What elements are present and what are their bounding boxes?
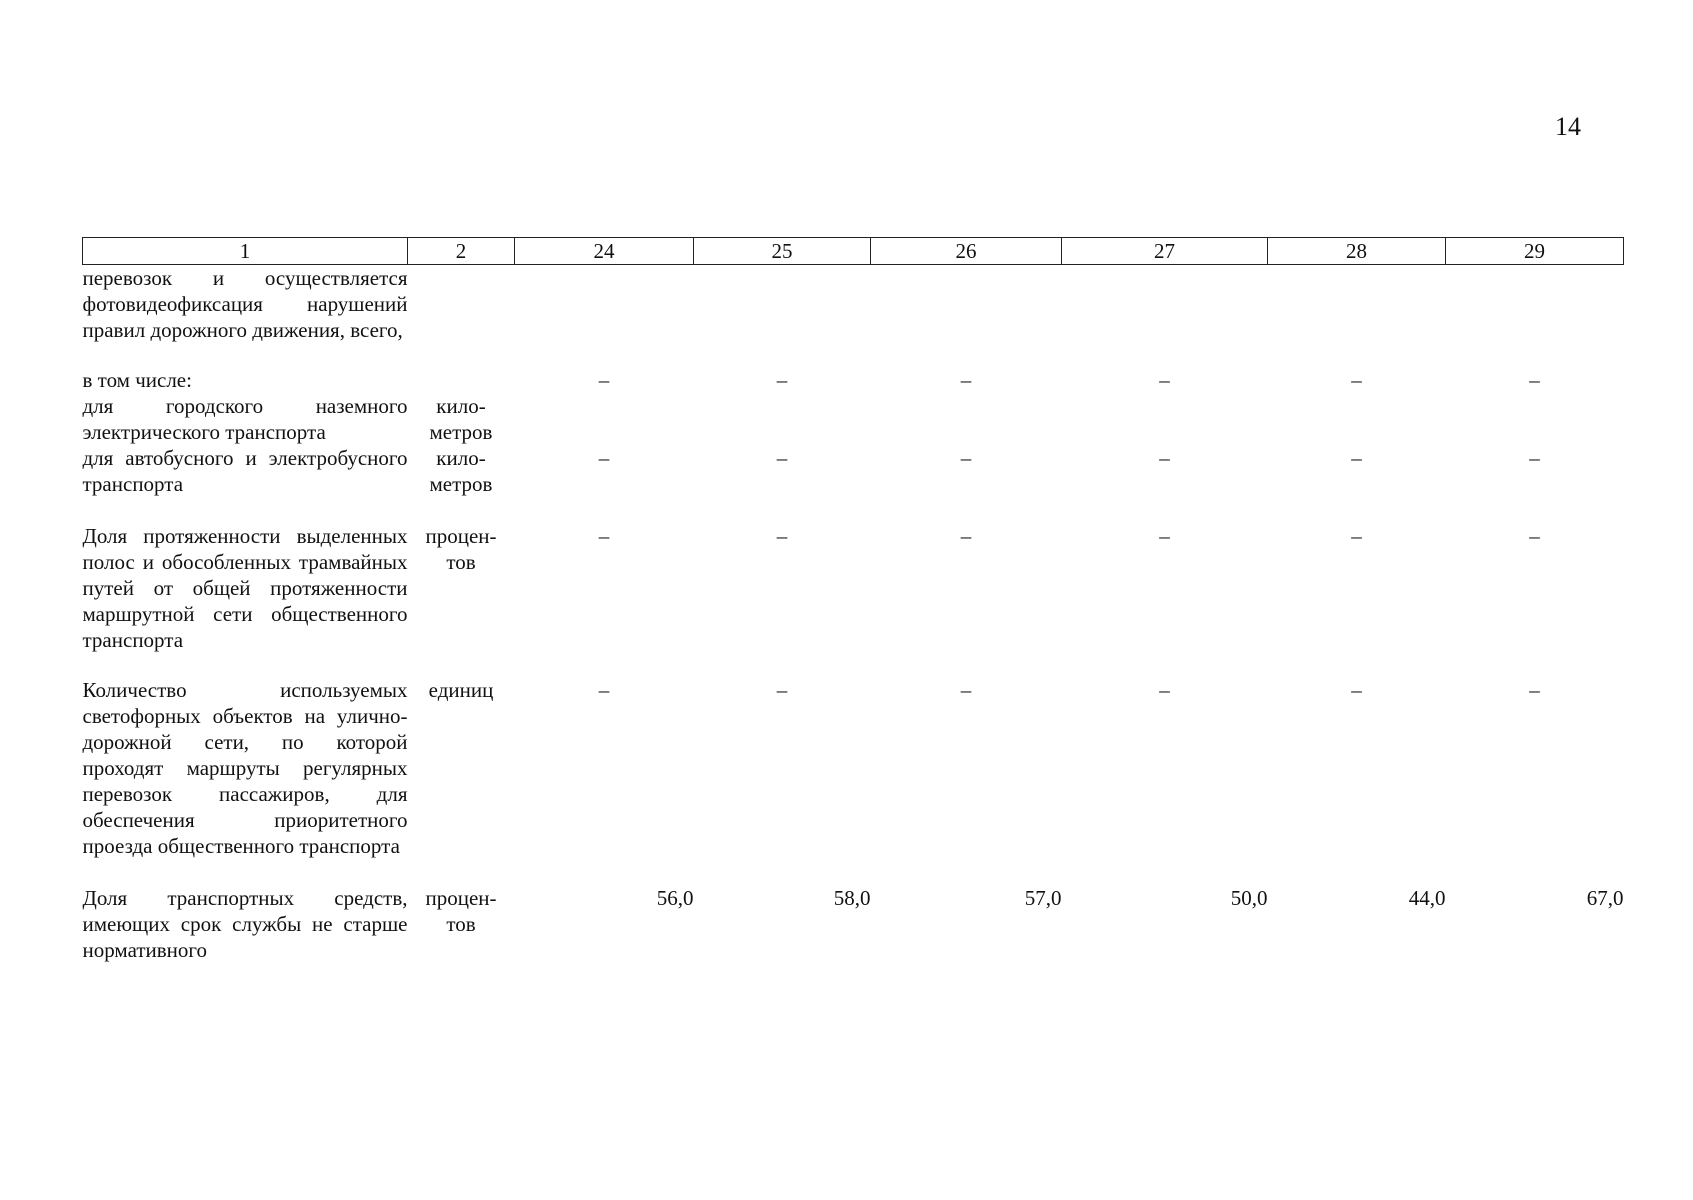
row-label: для автобусного и электробусного транспорта [82, 446, 408, 496]
cell-value [1268, 265, 1446, 344]
row-unit [408, 367, 515, 393]
row-unit [408, 523, 515, 653]
cell-value [694, 393, 871, 445]
cell-value: – [1159, 678, 1170, 702]
cell-value: – [776, 446, 788, 470]
row-unit [408, 265, 515, 344]
unit-line: тов [446, 550, 476, 574]
table-row [83, 367, 1624, 393]
row-label: для городского наземного электрического транспорта [82, 394, 408, 444]
cell-value: 57,0 [1024, 886, 1062, 910]
row-unit [408, 445, 515, 497]
cell-value: – [1351, 524, 1362, 548]
unit-line: процен- [425, 524, 497, 548]
cell-value: 56,0 [656, 886, 694, 910]
cell-value [1446, 393, 1624, 445]
column-header: 24 [515, 238, 694, 265]
cell-value: – [1351, 678, 1362, 702]
cell-value: – [1529, 678, 1540, 702]
cell-value [871, 393, 1062, 445]
column-number-row [83, 238, 1624, 265]
cell-value: – [776, 524, 788, 548]
column-header: 28 [1268, 238, 1446, 265]
cell-value [515, 393, 694, 445]
cell-value: – [960, 368, 972, 392]
unit-line: процен- [425, 886, 497, 910]
table-row [83, 445, 1624, 497]
column-header: 29 [1446, 238, 1624, 265]
cell-value: 50,0 [1230, 886, 1268, 910]
row-label: Доля протяженности выделенных полос и обособленных трамвайных путей от общей протяженности маршрутной сети общественного транспорта [82, 524, 408, 652]
cell-value: – [1159, 524, 1170, 548]
column-header: 2 [408, 238, 515, 265]
cell-value: 67,0 [1586, 886, 1624, 910]
cell-value [871, 265, 1062, 344]
page-number: 14 [1555, 112, 1581, 141]
cell-value: – [598, 524, 610, 548]
cell-value [515, 265, 694, 344]
cell-value: – [776, 678, 788, 702]
cell-value: 58,0 [833, 886, 871, 910]
cell-value: – [598, 446, 610, 470]
row-unit [408, 677, 515, 859]
cell-value: – [1351, 368, 1362, 392]
cell-value: – [598, 368, 610, 392]
cell-value: – [1351, 446, 1362, 470]
cell-value: – [960, 524, 972, 548]
cell-value: – [598, 678, 610, 702]
cell-value [1062, 393, 1268, 445]
cell-value: – [1159, 446, 1170, 470]
row-unit [408, 885, 515, 963]
unit-line: кило- [436, 446, 486, 470]
unit-line: тов [446, 912, 476, 936]
cell-value [694, 265, 871, 344]
cell-value: – [1529, 446, 1540, 470]
unit-line: метров [429, 420, 493, 444]
table-row [83, 677, 1624, 859]
cell-value: – [960, 446, 972, 470]
row-label: Количество используемых светофорных объектов на улично-дорожной сети, по которой проходят маршруты регулярных перевозок пассажиров, для обеспечения приоритетного проезда общественного транспорта [82, 678, 408, 858]
row-label: перевозок и осуществляется фотовидеофиксация нарушений правил дорожного движения, всего, [82, 266, 408, 342]
cell-value: – [960, 678, 972, 702]
unit-line: кило- [436, 394, 486, 418]
unit-line: единиц [428, 678, 494, 702]
row-label: Доля транспортных средств, имеющих срок службы не старше нормативного [82, 886, 408, 962]
cell-value: – [1159, 368, 1170, 392]
row-unit [408, 393, 515, 445]
table-row [83, 885, 1624, 963]
table-row [83, 523, 1624, 653]
cell-value: – [1529, 524, 1540, 548]
cell-value [1446, 265, 1624, 344]
column-header: 26 [871, 238, 1062, 265]
table-row [83, 265, 1624, 344]
cell-value [1062, 265, 1268, 344]
unit-line: метров [429, 472, 493, 496]
cell-value [1268, 393, 1446, 445]
column-header: 27 [1062, 238, 1268, 265]
table-row [83, 393, 1624, 445]
row-label: в том числе: [82, 368, 192, 392]
column-header: 25 [694, 238, 871, 265]
cell-value: – [1529, 368, 1540, 392]
cell-value: – [776, 368, 788, 392]
column-header: 1 [83, 238, 408, 265]
cell-value: 44,0 [1408, 886, 1446, 910]
data-table [82, 237, 1624, 963]
